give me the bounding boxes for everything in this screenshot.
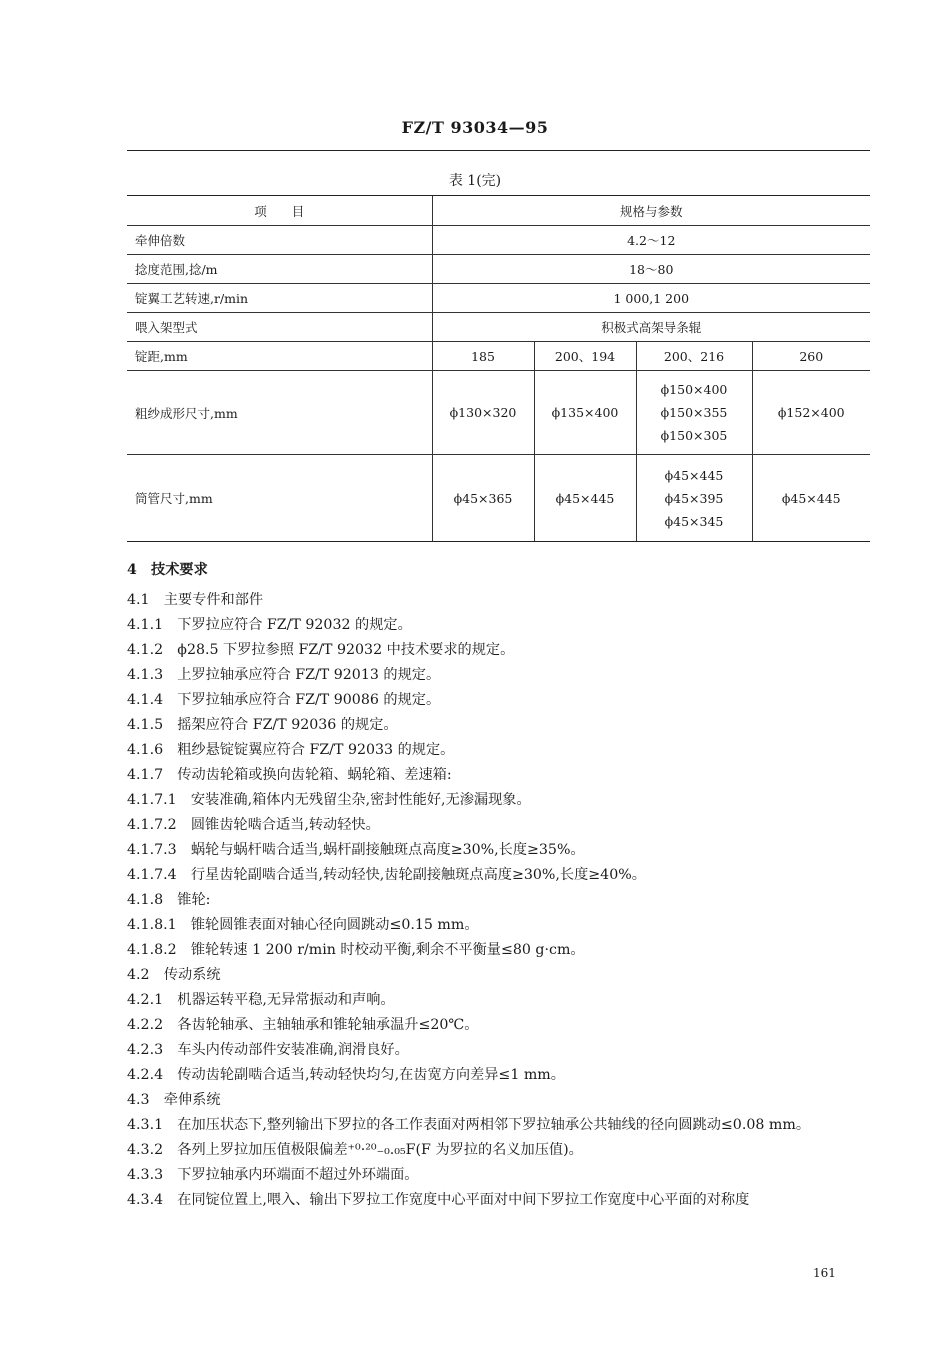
table-caption: 表 1(完)	[448, 173, 502, 189]
package-cell-multi	[636, 371, 752, 455]
row-value: 积极式高架导条辊	[432, 313, 870, 342]
document-code: FZ/T 93034—95	[401, 118, 549, 137]
package-cell: ϕ152×400	[752, 371, 870, 455]
gauge-cell: 185	[432, 342, 534, 371]
clause-4-3-3: 4.3.3 下罗拉轴承内环端面不超过外环端面。	[127, 1167, 419, 1183]
spec-table	[127, 195, 870, 542]
clause-4-1-8-2: 4.1.8.2 锥轮转速 1 200 r/min 时校动平衡,剩余不平衡量≤80 g·cm。	[127, 942, 585, 958]
clause-4-2-2: 4.2.2 各齿轮轴承、主轴轴承和锥轮轴承温升≤20℃。	[127, 1017, 479, 1033]
clause-4-2-3: 4.2.3 车头内传动部件安装准确,润滑良好。	[127, 1042, 409, 1058]
clause-4-1-8: 4.1.8 锥轮:	[127, 892, 211, 908]
clause-4-1-3: 4.1.3 上罗拉轴承应符合 FZ/T 92013 的规定。	[127, 667, 441, 683]
table-row	[127, 342, 870, 371]
table-row	[127, 371, 870, 455]
table-header-row	[127, 196, 870, 226]
row-label: 筒管尺寸,mm	[127, 455, 432, 542]
clause-4-2: 4.2 传动系统	[127, 967, 221, 983]
clause-4-1: 4.1 主要专件和部件	[127, 592, 264, 608]
row-label: 捻度范围,捻/m	[127, 255, 432, 284]
package-value: ϕ150×305	[660, 428, 728, 443]
row-label: 粗纱成形尺寸,mm	[127, 371, 432, 455]
row-value: 4.2～12	[432, 226, 870, 255]
table-row	[127, 313, 870, 342]
section-body	[127, 558, 872, 1213]
bobbin-cell-multi	[636, 455, 752, 542]
row-label: 喂入架型式	[127, 313, 432, 342]
package-cell: ϕ130×320	[432, 371, 534, 455]
header-spec-cell: 规格与参数	[432, 196, 870, 226]
package-value: ϕ150×355	[660, 405, 728, 420]
table-row	[127, 284, 870, 313]
bobbin-value: ϕ45×445	[664, 467, 724, 483]
header-item-cell: 项 目	[127, 196, 432, 226]
clause-4-1-4: 4.1.4 下罗拉轴承应符合 FZ/T 90086 的规定。	[127, 692, 441, 708]
clause-4-3: 4.3 牵伸系统	[127, 1092, 221, 1108]
gauge-cell: 260	[752, 342, 870, 371]
row-label: 牵伸倍数	[127, 226, 432, 255]
bobbin-value: ϕ45×345	[664, 513, 724, 529]
clause-4-1-1: 4.1.1 下罗拉应符合 FZ/T 92032 的规定。	[127, 617, 412, 633]
table-row	[127, 455, 870, 542]
row-value: 1 000,1 200	[432, 284, 870, 313]
package-value: ϕ150×400	[660, 382, 728, 397]
clause-4-1-8-1: 4.1.8.1 锥轮圆锥表面对轴心径向圆跳动≤0.15 mm。	[127, 917, 479, 933]
row-value: 18～80	[432, 255, 870, 284]
row-label: 锭翼工艺转速,r/min	[127, 284, 432, 313]
clause-4-3-2: 4.3.2 各列上罗拉加压值极限偏差⁺⁰·²⁰₋₀.₀₅F(F 为罗拉的名义加压值)。	[127, 1142, 583, 1158]
clause-4-1-7-3: 4.1.7.3 蜗轮与蜗杆啮合适当,蜗杆副接触斑点高度≥30%,长度≥35%。	[127, 842, 585, 858]
clause-4-1-6: 4.1.6 粗纱悬锭锭翼应符合 FZ/T 92033 的规定。	[127, 742, 455, 758]
section-title: 4 技术要求	[127, 562, 208, 578]
bobbin-cell: ϕ45×445	[752, 455, 870, 542]
bobbin-value: ϕ45×395	[664, 490, 724, 506]
gauge-cell: 200、194	[534, 342, 636, 371]
table-row	[127, 226, 870, 255]
clause-4-3-1: 4.3.1 在加压状态下,整列输出下罗拉的各工作表面对两相邻下罗拉轴承公共轴线的径向圆跳动≤0.08 mm。	[127, 1117, 811, 1133]
header-rule	[127, 150, 870, 151]
clause-4-2-1: 4.2.1 机器运转平稳,无异常振动和声响。	[127, 992, 395, 1008]
table-row	[127, 255, 870, 284]
clause-4-1-5: 4.1.5 摇架应符合 FZ/T 92036 的规定。	[127, 717, 398, 733]
clause-4-3-4: 4.3.4 在同锭位置上,喂入、输出下罗拉工作宽度中心平面对中间下罗拉工作宽度中心平面的对称度	[127, 1192, 750, 1208]
clause-4-1-7-1: 4.1.7.1 安装准确,箱体内无残留尘杂,密封性能好,无渗漏现象。	[127, 792, 531, 808]
page-number: 161	[813, 1266, 836, 1280]
gauge-cell: 200、216	[636, 342, 752, 371]
clause-4-1-7-4: 4.1.7.4 行星齿轮副啮合适当,转动轻快,齿轮副接触斑点高度≥30%,长度≥40%。	[127, 867, 646, 883]
clause-4-2-4: 4.2.4 传动齿轮副啮合适当,转动轻快均匀,在齿宽方向差异≤1 mm。	[127, 1067, 565, 1083]
clause-4-1-2: 4.1.2 ϕ28.5 下罗拉参照 FZ/T 92032 中技术要求的规定。	[127, 642, 515, 658]
clause-4-1-7-2: 4.1.7.2 圆锥齿轮啮合适当,转动轻快。	[127, 817, 380, 833]
package-cell: ϕ135×400	[534, 371, 636, 455]
bobbin-cell: ϕ45×365	[432, 455, 534, 542]
bobbin-cell: ϕ45×445	[534, 455, 636, 542]
clause-4-1-7: 4.1.7 传动齿轮箱或换向齿轮箱、蜗轮箱、差速箱:	[127, 767, 452, 783]
row-label: 锭距,mm	[127, 342, 432, 371]
